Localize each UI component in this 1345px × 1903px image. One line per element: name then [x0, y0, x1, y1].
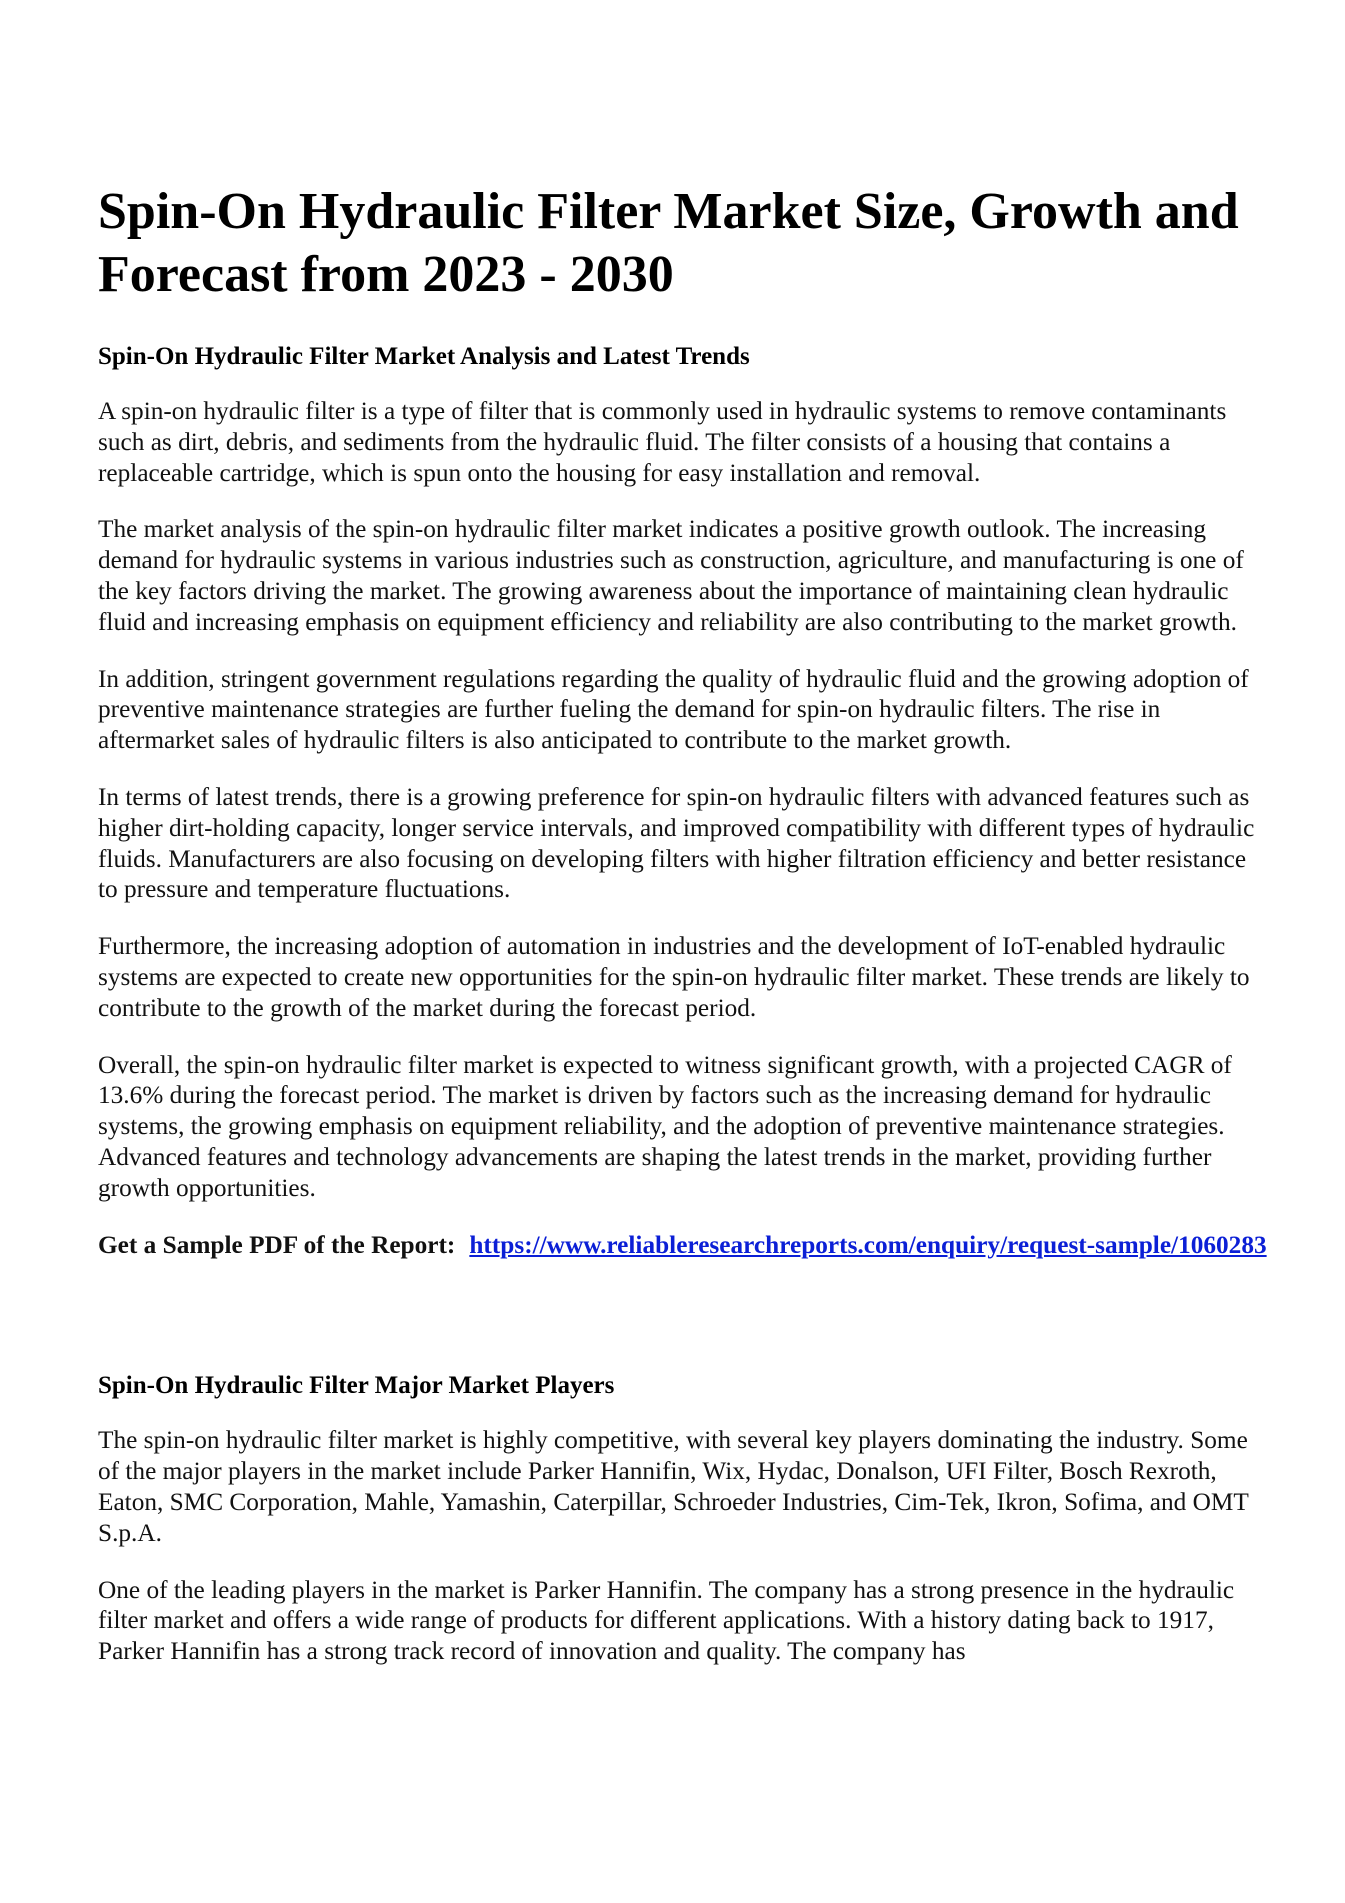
paragraph: The spin-on hydraulic filter market is highly competitive, with several key players dominating the industry. Some of the major players in the market include Parker Hannifin, Wix, Hydac, Donalson, UFI Filter, Bosch Rexroth, Eaton, SMC Corporation, Mahle, Yamashin, Caterpillar, Schroeder Industries, Cim-Tek, Ikron, Sofima, and OMT S.p.A. — [98, 1426, 1249, 1547]
sample-pdf-label: Get a Sample PDF of the Report: — [98, 1230, 456, 1259]
sample-pdf-link[interactable]: https://www.reliableresearchreports.com/enquiry/request-sample/1060283 — [469, 1230, 1267, 1259]
sample-pdf-line — [98, 1230, 1268, 1261]
paragraph: Furthermore, the increasing adoption of automation in industries and the development of IoT-enabled hydraulic systems are expected to create new opportunities for the spin-on hydraulic filter market. These trends are likely to contribute to the growth of the market during the forecast period. — [98, 932, 1250, 1022]
paragraph: A spin-on hydraulic filter is a type of filter that is commonly used in hydraulic systems to remove contaminants such as dirt, debris, and sediments from the hydraulic fluid. The filter consists of a housing that contains a replaceable cartridge, which is spun onto the housing for easy installation and removal. — [98, 397, 1227, 487]
section-heading-analysis: Spin-On Hydraulic Filter Market Analysis and Latest Trends — [98, 343, 750, 370]
paragraph: One of the leading players in the market is Parker Hannifin. The company has a strong presence in the hydraulic filter market and offers a wide range of products for different applications. With a history dating back to 1917, Parker Hannifin has a strong track record of innovation and quality. The company has — [98, 1575, 1235, 1666]
document-page — [98, 180, 1268, 1693]
paragraph: In addition, stringent government regulations regarding the quality of hydraulic fluid and the growing adoption of preventive maintenance strategies are further fueling the demand for spin-on hydraulic filters. The rise in aftermarket sales of hydraulic filters is also anticipated to contribute to the market growth. — [98, 664, 1249, 755]
document-title: Spin-On Hydraulic Filter Market Size, Growth and Forecast from 2023 - 2030 — [98, 183, 1239, 303]
paragraph: The market analysis of the spin-on hydraulic filter market indicates a positive growth outlook. The increasing demand for hydraulic systems in various industries such as construction, agriculture, and manufacturing is one of the key factors driving the market. The growing awareness about the importance of maintaining clean hydraulic fluid and increasing emphasis on equipment efficiency and reliability are also contributing to the market growth. — [98, 515, 1244, 636]
paragraph: Overall, the spin-on hydraulic filter market is expected to witness significant growth, with a projected CAGR of 13.6% during the forecast period. The market is driven by factors such as the increasing demand for hydraulic systems, the growing emphasis on equipment reliability, and the adoption of preventive maintenance strategies. Advanced features and technology advancements are shaping the latest trends in the market, providing further growth opportunities. — [98, 1050, 1232, 1202]
section-heading-players: Spin-On Hydraulic Filter Major Market Players — [98, 1372, 615, 1400]
paragraph: In terms of latest trends, there is a growing preference for spin-on hydraulic filters with advanced features such as higher dirt-holding capacity, longer service intervals, and improved compatibility with different types of hydraulic fluids. Manufacturers are also focusing on developing filters with higher filtration efficiency and better resistance to pressure and temperature fluctuations. — [98, 782, 1255, 904]
